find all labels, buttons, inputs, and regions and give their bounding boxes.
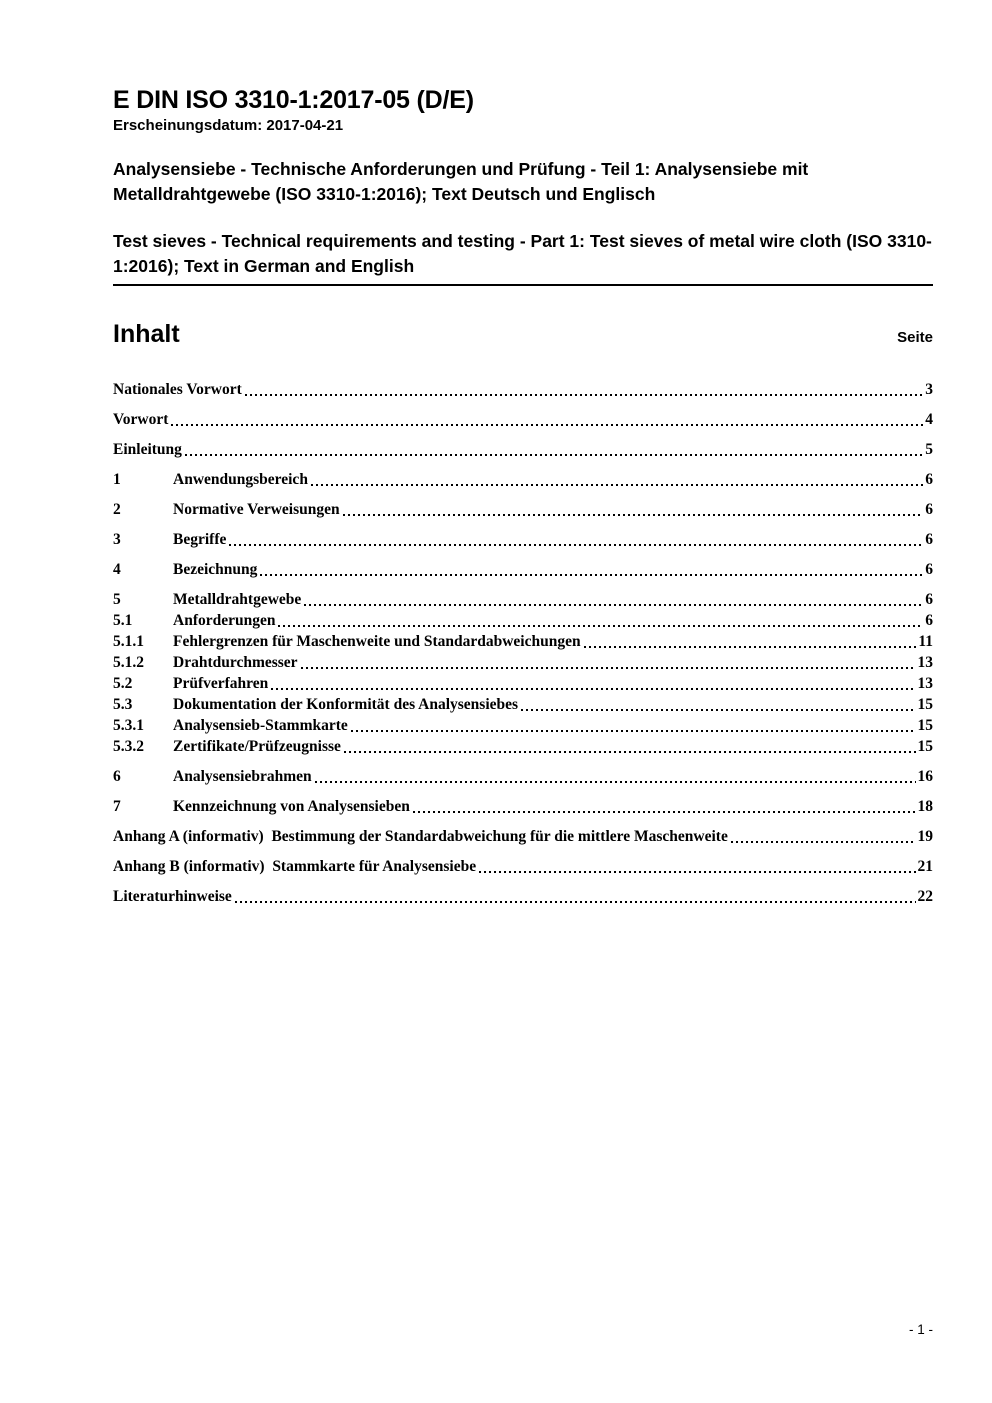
toc-entry-label: Anhang A (informativ) Bestimmung der Standardabweichung für die mittlere Maschenweite (113, 828, 728, 845)
leader-dots (171, 424, 923, 426)
toc-entry (113, 439, 933, 460)
leader-dots (229, 544, 923, 546)
toc-entry (113, 715, 933, 736)
toc-entry (113, 736, 933, 757)
divider-line (113, 284, 933, 286)
toc-entry-label: Normative Verweisungen (173, 501, 340, 518)
toc-entry-number: 5.1 (113, 612, 133, 629)
toc-entry (113, 559, 933, 580)
toc-entry-number: 2 (113, 501, 121, 518)
toc-entry (113, 469, 933, 490)
toc-entry-number: 5.2 (113, 675, 133, 692)
toc-entry-label: Nationales Vorwort (113, 381, 242, 398)
toc-entry (113, 796, 933, 817)
leader-dots (304, 604, 923, 606)
leader-dots (315, 781, 916, 783)
toc-entry-number: 7 (113, 798, 121, 815)
toc-heading: Inhalt (113, 320, 180, 348)
leader-dots (344, 751, 916, 753)
page-content (113, 0, 933, 907)
toc-entry (113, 766, 933, 787)
toc-entry-page: 3 (925, 381, 933, 398)
leader-dots (351, 730, 916, 732)
toc-entry (113, 886, 933, 907)
leader-dots (235, 901, 916, 903)
toc-entry-page: 13 (917, 675, 933, 692)
publication-date: Erscheinungsdatum: 2017-04-21 (113, 117, 344, 134)
toc-entry-page: 6 (925, 471, 933, 488)
document-title-english: Test sieves - Technical requirements and testing - Part 1: Test sieves of metal wire cloth (ISO 3310-1:2016); Text in German and English (113, 231, 932, 276)
document-title-german: Analysensiebe - Technische Anforderungen und Prüfung - Teil 1: Analysensiebe mit Metalldrahtgewebe (ISO 3310-1:2016); Text Deutsch und Englisch (113, 159, 809, 204)
toc-entry (113, 631, 933, 652)
toc-entry-label: Analysensiebrahmen (173, 768, 312, 785)
toc-entry-page: 16 (917, 768, 933, 785)
toc-entry-page: 21 (917, 858, 933, 875)
toc-entry-label: Begriffe (173, 531, 227, 548)
toc-entry (113, 379, 933, 400)
toc-header-row (113, 318, 933, 350)
toc-entry-label: Einleitung (113, 441, 182, 458)
toc-entry-label: Analysensieb-Stammkarte (173, 717, 348, 734)
toc-entry-label: Vorwort (113, 411, 169, 428)
toc-entry-label: Anwendungsbereich (173, 471, 308, 488)
toc-entry-label: Prüfverfahren (173, 675, 269, 692)
leader-dots (311, 484, 923, 486)
leader-dots (185, 454, 923, 456)
toc-entry-label: Kennzeichnung von Analysensieben (173, 798, 410, 815)
toc-page-column-label: Seite (897, 329, 933, 346)
toc-entry-number: 6 (113, 768, 121, 785)
toc-entry (113, 610, 933, 631)
toc-entry-page: 15 (917, 717, 933, 734)
toc-entry-number: 5 (113, 591, 121, 608)
toc-entry (113, 856, 933, 877)
leader-dots (260, 574, 923, 576)
page-number: - 1 - (908, 1322, 933, 1337)
toc-entry-label: Zertifikate/Prüfzeugnisse (173, 738, 341, 755)
toc-entry-page: 6 (925, 561, 933, 578)
toc-entry-page: 22 (917, 888, 933, 905)
toc-entry-number: 1 (113, 471, 121, 488)
toc-entry (113, 409, 933, 430)
toc-entry-page: 6 (925, 531, 933, 548)
toc-entry-label: Anhang B (informativ) Stammkarte für Analysensiebe (113, 858, 477, 875)
toc-entry-number: 5.1.1 (113, 633, 144, 650)
toc-entry-number: 4 (113, 561, 121, 578)
toc-entry-label: Bezeichnung (173, 561, 258, 578)
toc-entry-number: 5.1.2 (113, 654, 144, 671)
toc-entry-number: 5.3.2 (113, 738, 144, 755)
leader-dots (479, 871, 915, 873)
toc-entry-page: 18 (917, 798, 933, 815)
toc-entry-page: 5 (925, 441, 933, 458)
toc-entry-number: 3 (113, 531, 121, 548)
leader-dots (731, 841, 916, 843)
toc-entry (113, 529, 933, 550)
toc-entry-number: 5.3.1 (113, 717, 144, 734)
leader-dots (343, 514, 924, 516)
toc-entry-page: 13 (917, 654, 933, 671)
toc-entry-page: 11 (918, 633, 933, 650)
toc-entry-label: Dokumentation der Konformität des Analysensiebes (173, 696, 519, 713)
toc-entry-page: 6 (925, 612, 933, 629)
toc-entry-page: 4 (925, 411, 933, 428)
leader-dots (521, 709, 915, 711)
toc-entry-label: Drahtdurchmesser (173, 654, 298, 671)
leader-dots (245, 394, 924, 396)
toc-entry-number: 5.3 (113, 696, 133, 713)
toc-entry (113, 499, 933, 520)
toc-entry-page: 15 (917, 696, 933, 713)
leader-dots (301, 667, 916, 669)
toc-entry (113, 826, 933, 847)
document-header (113, 0, 933, 286)
toc-entry-label: Anforderungen (173, 612, 276, 629)
toc-entry-page: 6 (925, 501, 933, 518)
toc-entry (113, 589, 933, 610)
toc-entry-label: Literaturhinweise (113, 888, 232, 905)
toc-entry-label: Fehlergrenzen für Maschenweite und Standardabweichungen (173, 633, 581, 650)
document-number-title: E DIN ISO 3310-1:2017-05 (D/E) (113, 86, 474, 114)
leader-dots (278, 625, 923, 627)
toc-entry-page: 15 (917, 738, 933, 755)
leader-dots (271, 688, 915, 690)
leader-dots (584, 646, 917, 648)
leader-dots (413, 811, 916, 813)
table-of-contents (113, 379, 933, 907)
toc-entry-page: 6 (925, 591, 933, 608)
toc-entry (113, 673, 933, 694)
toc-entry (113, 694, 933, 715)
toc-entry-label: Metalldrahtgewebe (173, 591, 302, 608)
toc-entry (113, 652, 933, 673)
toc-entry-page: 19 (917, 828, 933, 845)
